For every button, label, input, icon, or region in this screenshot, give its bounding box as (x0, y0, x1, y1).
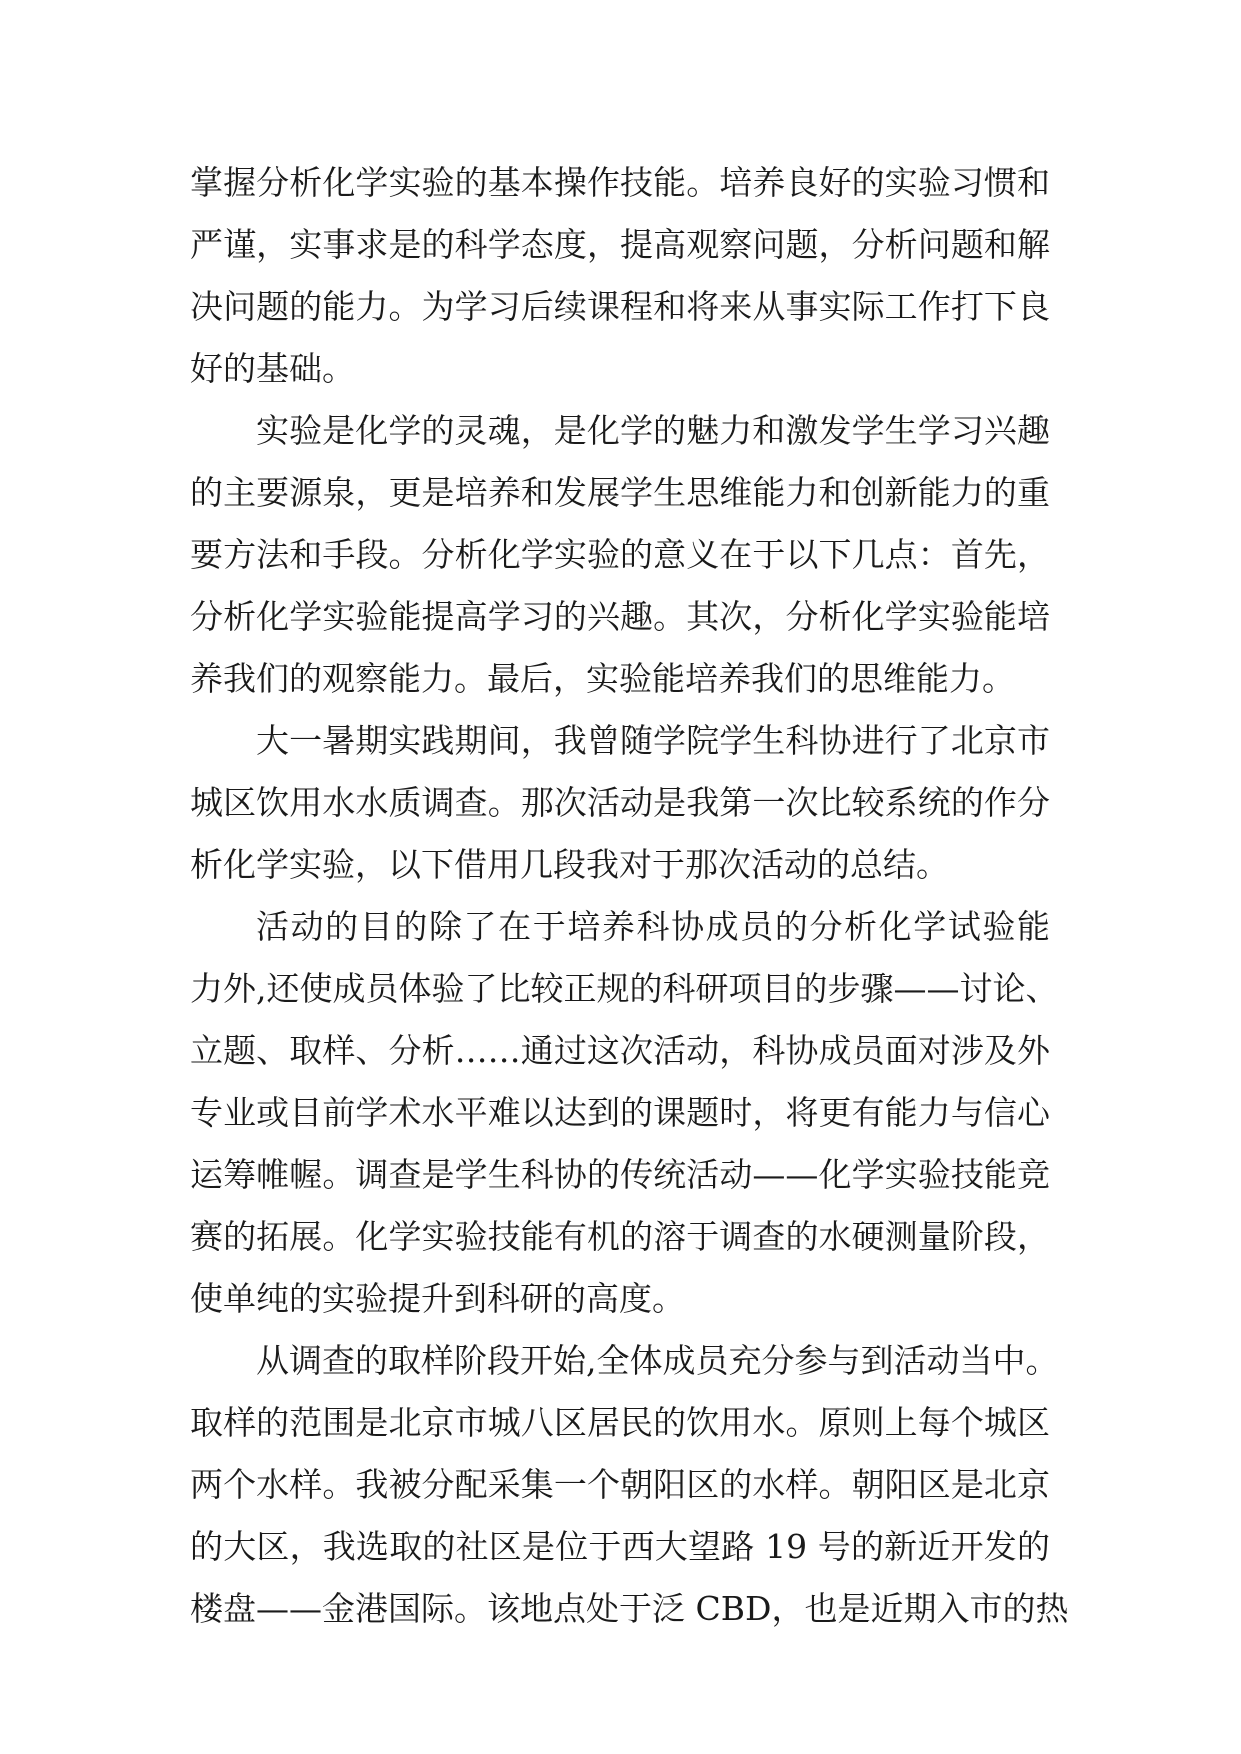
text-line: 力外,还使成员体验了比较正规的科研项目的步骤——讨论、 (190, 969, 1059, 1008)
text-line: 活动的目的除了在于培养科协成员的分析化学试验能 (256, 907, 1050, 946)
text-line: 从调查的取样阶段开始,全体成员充分参与到活动当中。 (256, 1341, 1059, 1380)
text-line: 专业或目前学术水平难以达到的课题时，将更有能力与信心 (190, 1093, 1050, 1132)
text-line: 取样的范围是北京市城八区居民的饮用水。原则上每个城区 (190, 1403, 1050, 1442)
text-line: 城区饮用水水质调查。那次活动是我第一次比较系统的作分 (190, 783, 1050, 822)
paragraph-1 (190, 152, 1050, 400)
text-line: 严谨，实事求是的科学态度，提高观察问题，分析问题和解 (190, 225, 1050, 264)
text-line: 养我们的观察能力。最后，实验能培养我们的思维能力。 (190, 659, 1015, 698)
text-line: 运筹帷幄。调查是学生科协的传统活动——化学实验技能竞 (190, 1155, 1050, 1194)
text-line: 实验是化学的灵魂，是化学的魅力和激发学生学习兴趣 (256, 411, 1050, 450)
text-line: 分析化学实验能提高学习的兴趣。其次，分析化学实验能培 (190, 597, 1050, 636)
text-line: 掌握分析化学实验的基本操作技能。培养良好的实验习惯和 (190, 163, 1050, 202)
text-line: 好的基础。 (190, 349, 355, 388)
text-line: 决问题的能力。为学习后续课程和将来从事实际工作打下良 (190, 287, 1050, 326)
paragraph-4 (190, 896, 1059, 1330)
text-line: 要方法和手段。分析化学实验的意义在于以下几点：首先， (190, 535, 1050, 574)
text-line: 大一暑期实践期间，我曾随学院学生科协进行了北京市 (256, 721, 1050, 760)
text-line: 立题、取样、分析……通过这次活动，科协成员面对涉及外 (190, 1031, 1050, 1070)
paragraph-2 (190, 400, 1050, 710)
text-line: 楼盘——金港国际。该地点处于泛 CBD，也是近期入市的热 (190, 1589, 1069, 1628)
text-line: 析化学实验，以下借用几段我对于那次活动的总结。 (190, 845, 949, 884)
text-line: 的主要源泉，更是培养和发展学生思维能力和创新能力的重 (190, 473, 1050, 512)
document-body (190, 152, 1069, 1640)
text-line: 的大区，我选取的社区是位于西大望路 19 号的新近开发的 (190, 1527, 1050, 1566)
text-line: 赛的拓展。化学实验技能有机的溶于调查的水硬测量阶段， (190, 1217, 1050, 1256)
text-line: 使单纯的实验提升到科研的高度。 (190, 1279, 685, 1318)
paragraph-5 (190, 1330, 1069, 1640)
paragraph-3 (190, 710, 1050, 896)
text-line: 两个水样。我被分配采集一个朝阳区的水样。朝阳区是北京 (190, 1465, 1050, 1504)
